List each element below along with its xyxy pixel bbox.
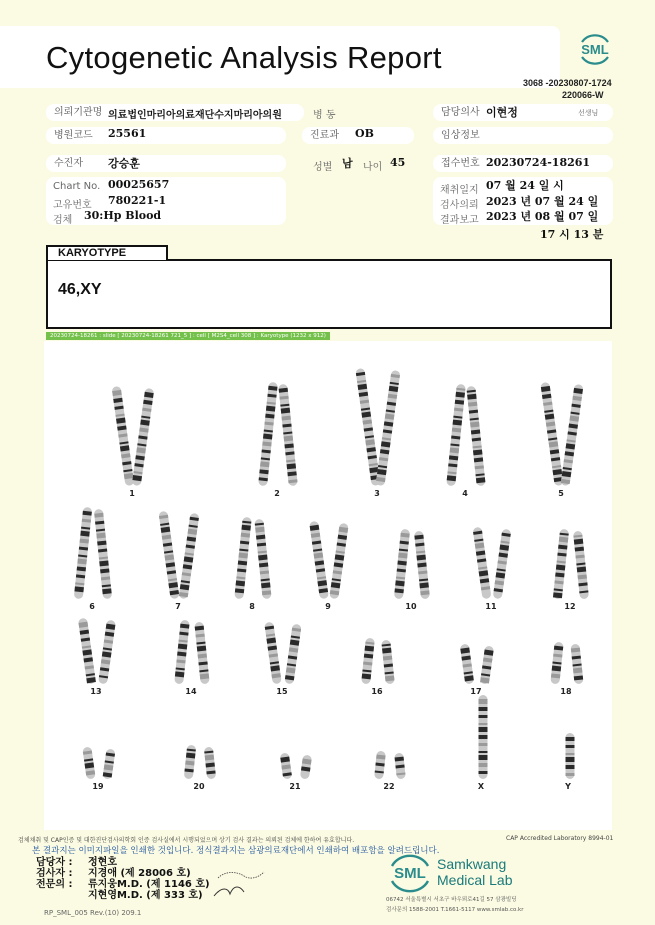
chart-label: Chart No. [53,181,101,192]
manager-label: 담당자 : [36,857,73,868]
chromosome-pair-12 [553,529,589,600]
examinee-value: 강승훈 [108,157,140,170]
chromosome-label-6: 6 [89,602,95,611]
chromosome-label-15: 15 [276,687,288,696]
chromosome-pair-11 [473,527,512,600]
doctor-value: 이현정 [486,106,518,119]
sex-value: 남 [342,157,353,170]
chromosome-pair-3 [355,368,400,486]
specialist2-value: 지현영M.D. (제 333 호) [88,890,203,901]
report-id-line1: 3068 -20230807-1724 [523,78,612,88]
receipt-value: 20230724-18261 [486,156,591,169]
sex-label: 성별 [313,162,333,173]
chromosome-pair-7 [158,511,199,599]
report-value: 2023 년 08 월 07 일 [486,210,599,223]
print-notice: 본 결과지는 이미지파일을 인쇄한 것입니다. 정식결과지는 삼광의료재단에서 인쇄하여 배포함을 알려드립니다. [32,846,440,856]
chromosome-label-2: 2 [274,489,280,498]
collection-label: 채취일지 [440,185,479,196]
address-line2: 검사문의 1588-2001 T.1661-5117 www.smlab.co.kr [386,907,524,913]
chromosome-pair-18 [550,642,583,685]
chromosome-label-12: 12 [564,602,576,611]
form-code: RP_SML_005 Rev.(10) 209.1 [44,909,142,917]
chromosome-pair-19 [82,747,115,780]
unique-value: 780221-1 [108,194,167,207]
chromosome-pair-22 [374,751,406,780]
chromosome-label-22: 22 [383,782,395,791]
karyogram-image [44,341,612,830]
chromosome-label-X: X [477,782,485,791]
chromosome-label-1: 1 [129,489,135,498]
karyotype-tab: KARYOTYPE [46,245,168,260]
request-label: 검사의뢰 [440,200,479,211]
sml-logo-bottom-icon [386,853,434,893]
chromosome-label-18: 18 [560,687,572,696]
sml-logo-icon [576,30,614,68]
chromosome-pair-13 [78,618,116,685]
request-value: 2023 년 07 월 24 일 [486,195,599,208]
age-label: 나이 [363,162,383,173]
chromosome-pair-6 [74,507,112,599]
report-label: 결과보고 [440,215,479,226]
chromosome-label-4: 4 [462,489,468,498]
chromosome-pair-5 [540,382,583,486]
chromosome-label-Y: Y [565,782,571,791]
chromosome-label-13: 13 [90,687,102,696]
chromosome-pair-2 [258,382,298,486]
doctor-label: 담당의사 [441,107,480,118]
chromosome-label-10: 10 [405,602,417,611]
age-value: 45 [390,156,406,169]
address-line1: 06742 서울특별시 서초구 바우뫼로41길 57 삼광빌딩 [386,897,517,903]
institution-label: 의뢰기관명 [54,107,103,118]
report-id-line2: 220066-W [562,90,604,100]
chromosome-label-7: 7 [175,602,181,611]
department-label: 진료과 [310,130,339,141]
report-title: Cytogenetic Analysis Report [46,40,442,75]
signature-mark [210,866,270,900]
chromosome-label-9: 9 [325,602,331,611]
slide-info-bar: 20230724-18261 : slide [ 20230724-18261 721_5 ] : cell [ M2S4_cell 308 ] : Karyotype (1232 x 912) [46,332,330,340]
chromosome-label-16: 16 [371,687,383,696]
chromosome-label-14: 14 [185,687,197,696]
hospital-code-value: 25561 [108,127,147,140]
doctor-suffix: 선생님 [578,109,599,117]
karyogram-panel [44,341,612,830]
examiner-label: 검사자 : [36,868,73,879]
chart-value: 00025657 [108,178,170,191]
chromosome-pair-17 [460,644,494,685]
chromosome-pair-9 [309,521,349,600]
chromosome-label-11: 11 [485,602,497,611]
chromosome-label-21: 21 [289,782,301,791]
clinical-info-label: 임상정보 [441,130,480,141]
unique-label: 고유번호 [53,200,92,211]
chromosome-label-17: 17 [470,687,482,696]
chromosome-pair-15 [264,622,301,685]
chromosome-label-19: 19 [92,782,104,791]
chromosome-label-20: 20 [193,782,205,791]
bottom-logo-text: SML [394,865,426,882]
receipt-label: 접수번호 [441,158,480,169]
chromosome-pair-10 [394,529,430,600]
chromosome-pair-Y [566,733,575,779]
ward-label: 병 동 [313,110,336,121]
cap-note: CAP Accredited Laboratory 8994-01 [506,835,614,842]
hospital-code-label: 병원코드 [54,130,93,141]
chromosome-label-5: 5 [558,489,564,498]
lab-name-line1: Samkwang [437,856,507,872]
examinee-label: 수진자 [54,158,83,169]
lab-name-line2: Medical Lab [437,872,513,888]
specialist-label: 전문의 : [36,879,73,890]
collection-value: 07 월 24 일 시 [486,179,564,192]
chromosome-pair-14 [174,620,210,685]
report-time: 17 시 13 분 [540,228,604,241]
chromosome-label-3: 3 [374,489,380,498]
lab-name [437,856,513,888]
specimen-label: 검체 [53,215,73,226]
chromosome-pair-21 [280,753,312,780]
hospital-code-field [46,127,286,144]
method-note: 검체채취 및 CAP인증 및 대한진단검사의학회 인증 검사실에서 시행되었으며 상기 검사 결과는 의뢰된 검체에 한하여 유효합니다. [18,837,355,844]
department-value: OB [355,127,374,140]
chromosome-pair-4 [446,384,486,486]
chromosome-pair-X [479,695,488,779]
examiner-value: 지경애 (제 28006 호) [88,868,191,879]
chromosome-label-8: 8 [249,602,255,611]
karyotype-box [46,259,612,329]
examinee-field [46,155,286,172]
chromosome-pair-8 [234,517,271,599]
specialist1-value: 류지웅M.D. (제 1146 호) [88,879,210,890]
chromosome-pair-1 [112,386,155,486]
manager-value: 정현호 [88,857,117,868]
karyotype-value: 46,XY [58,281,102,298]
specimen-value: 30:Hp Blood [84,209,162,222]
institution-value: 의료법인마리아의료재단수지마리아의원 [108,110,282,121]
clinical-info-field [433,127,613,144]
chromosome-pair-16 [361,638,395,685]
logo-text: SML [581,42,609,57]
chromosome-pair-20 [184,745,216,780]
